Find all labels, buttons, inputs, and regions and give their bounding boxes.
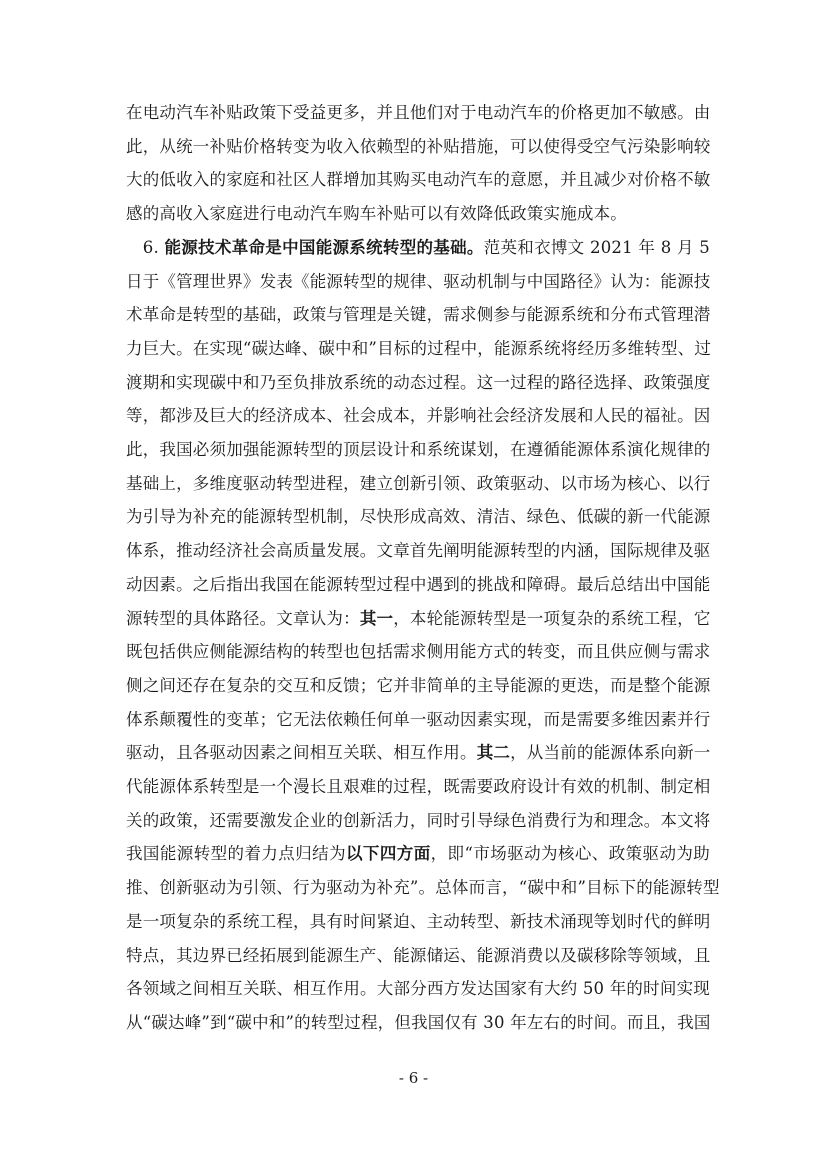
text-run: 从“碳达峰”到“碳中和”的转型过程，但我国仅有 30 年左右的时间。而且，我国 xyxy=(126,1012,711,1032)
text-run: 推、创新驱动为引领、行为驱动为补充”。总体而言，“碳中和”目标下的能源转型 xyxy=(126,878,720,898)
text-run: 代能源体系转型是一个漫长且艰难的过程，既需要政府设计有效的机制、制定相 xyxy=(126,777,711,797)
text-line xyxy=(126,972,710,1006)
text-run: 力巨大。在实现“碳达峰、碳中和”目标的过程中，能源系统将经历多维转型、过 xyxy=(126,338,712,358)
text-line xyxy=(126,265,710,299)
text-line xyxy=(126,770,710,804)
text-line xyxy=(126,1006,710,1040)
text-run: 各领域之间相互关联、相互作用。大部分西方发达国家有大约 50 年的时间实现 xyxy=(126,979,710,999)
text-run: 大的低收入的家庭和社区人群增加其购买电动汽车的意愿，并且减少对价格不敏 xyxy=(126,170,711,190)
text-run: 渡期和实现碳中和乃至负排放系统的动态过程。这一过程的路径选择、政策强度 xyxy=(126,372,711,392)
text-line xyxy=(126,298,710,332)
text-run: 日于《管理世界》发表《能源转型的规律、驱动机制与中国路径》认为：能源技 xyxy=(126,271,711,291)
text-line xyxy=(126,905,710,939)
text-line xyxy=(126,332,710,366)
text-run: 特点，其边界已经拓展到能源生产、能源储运、能源消费以及碳移除等领域，且 xyxy=(126,945,711,965)
text-line xyxy=(126,837,710,871)
text-run: ，本轮能源转型是一项复杂的系统工程，它 xyxy=(393,608,711,628)
text-run: 源转型的具体路径。文章认为： xyxy=(126,608,360,628)
text-line xyxy=(126,568,710,602)
text-run: 6. xyxy=(126,237,165,257)
text-line xyxy=(126,602,710,636)
text-run: ，从当前的能源体系向新一 xyxy=(510,743,711,763)
text-line xyxy=(126,703,710,737)
text-run: 范英和衣博文 2021 年 8 月 5 xyxy=(483,237,710,257)
text-line xyxy=(126,197,710,231)
text-run: 既包括供应侧能源结构的转型也包括需求侧用能方式的转变，而且供应侧与需求 xyxy=(126,642,711,662)
text-run: 术革命是转型的基础，政策与管理是关键，需求侧参与能源系统和分布式管理潜 xyxy=(126,305,711,325)
text-line xyxy=(126,534,710,568)
text-line xyxy=(126,804,710,838)
text-run: 我国能源转型的着力点归结为 xyxy=(126,844,346,864)
bold-text: 其二 xyxy=(476,743,511,763)
text-line xyxy=(126,399,710,433)
text-run: 体系，推动经济社会高质量发展。文章首先阐明能源转型的内涵，国际规律及驱 xyxy=(126,541,711,561)
text-line xyxy=(126,366,710,400)
text-line xyxy=(126,736,710,770)
bold-text: 以下四方面 xyxy=(346,844,431,864)
text-line xyxy=(126,871,720,905)
text-line xyxy=(126,433,710,467)
text-run: 为引导为补充的能源转型机制，尽快形成高效、清洁、绿色、低碳的新一代能源 xyxy=(126,507,711,527)
text-line xyxy=(126,939,710,973)
text-run: 等，都涉及巨大的经济成本、社会成本，并影响社会经济发展和人民的福祉。因 xyxy=(126,406,711,426)
text-line xyxy=(126,467,710,501)
text-run: 在电动汽车补贴政策下受益更多，并且他们对于电动汽车的价格更加不敏感。由 xyxy=(126,103,711,122)
text-run: 感的高收入家庭进行电动汽车购车补贴可以有效降低政策实施成本。 xyxy=(126,204,627,224)
text-run: 此，我国必须加强能源转型的顶层设计和系统谋划，在遵循能源体系演化规律的 xyxy=(126,440,711,460)
page-number: - 6 - xyxy=(398,1069,429,1087)
text-line xyxy=(126,635,710,669)
text-line xyxy=(126,669,710,703)
text-run: 侧之间还存在复杂的交互和反馈；它并非简单的主导能源的更迭，而是整个能源 xyxy=(126,675,711,695)
body-text xyxy=(126,96,720,1040)
text-line xyxy=(126,96,710,130)
text-run: 体系颠覆性的变革；它无法依赖任何单一驱动因素实现，而是需要多维因素并行 xyxy=(126,709,711,729)
text-run: 基础上，多维度驱动转型进程，建立创新引领、政策驱动、以市场为核心、以行 xyxy=(126,473,711,493)
text-line xyxy=(126,500,710,534)
bold-text: 能源技术革命是中国能源系统转型的基础。 xyxy=(164,237,484,257)
text-line xyxy=(126,231,710,265)
text-run: 驱动，且各驱动因素之间相互关联、相互作用。 xyxy=(126,743,477,763)
text-line xyxy=(126,130,710,164)
text-run: 关的政策，还需要激发企业的创新活力，同时引导绿色消费行为和理念。本文将 xyxy=(126,810,711,830)
bold-text: 其一 xyxy=(359,608,394,628)
text-run: ，即“市场驱动为核心、政策驱动为助 xyxy=(430,844,711,864)
text-run: 是一项复杂的系统工程，具有时间紧迫、主动转型、新技术涌现等划时代的鲜明 xyxy=(126,911,711,931)
text-run: 此，从统一补贴价格转变为收入依赖型的补贴措施，可以使得受空气污染影响较 xyxy=(126,136,711,156)
text-run: 动因素。之后指出我国在能源转型过程中遇到的挑战和障碍。最后总结出中国能 xyxy=(126,574,711,594)
text-line xyxy=(126,163,710,197)
